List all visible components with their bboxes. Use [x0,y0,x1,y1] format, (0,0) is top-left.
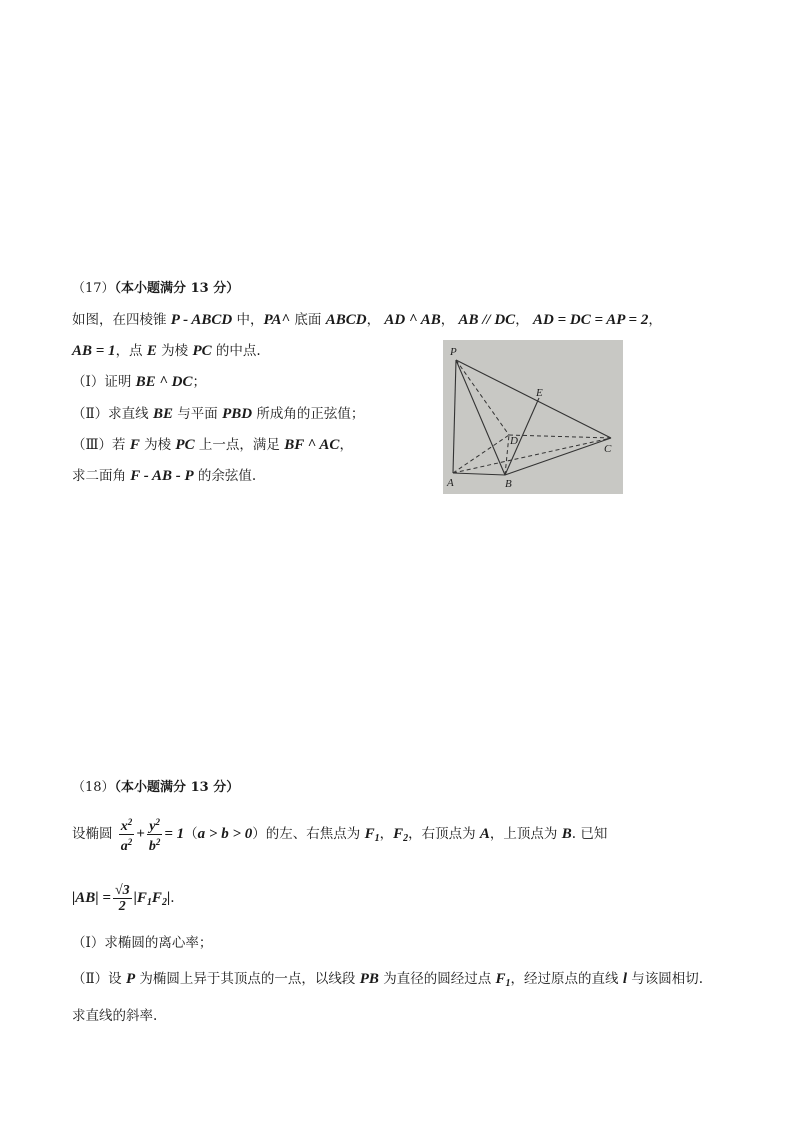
q17-math: ABCD [325,312,367,328]
q18-text: 设椭圆 [72,826,117,842]
q17-text: 的中点. [211,343,261,359]
q17-text: ， [366,312,385,328]
q18-text: 与该圆相切. [626,971,704,987]
q18-line2 [72,876,175,920]
q17-math: AB = 1 [72,343,116,359]
q18-text: （ [184,826,198,842]
subscript: 2 [403,833,409,844]
q17-text: 为棱 [139,437,176,453]
figure-background [443,340,623,494]
q18-part-label: （Ⅰ）求椭圆的离心率； [72,935,213,951]
q18-line1 [72,812,607,856]
q17-text: 求二面角 [72,468,131,484]
q17-text: 如图，在四棱锥 [72,312,171,328]
q18-number: （18） [72,780,115,795]
q18-text: . 已知 [571,826,608,842]
q18-math: PB [359,971,379,987]
fraction-x2-a2 [119,815,135,854]
q18-math: | [166,890,171,906]
subscript: 2 [161,897,167,908]
q18-header [72,778,239,798]
frac-numerator: y [149,819,156,834]
q17-text: 为棱 [156,343,193,359]
q17-text: 上一点，满足 [194,437,285,453]
label-a: A [447,477,454,489]
q17-part3 [72,435,353,455]
frac-denominator: b [148,839,156,854]
q18-math: F [151,890,162,906]
q18-math: F [364,826,375,842]
q17-number: （17） [72,281,115,296]
q17-math: AD ^ AB [384,312,441,328]
q18-text: ，右顶点为 [408,826,480,842]
q18-text: 求直线的斜率. [72,1008,158,1024]
q17-text: 中， [232,312,264,328]
q18-title: （本小题满分 13 分） [114,780,240,795]
q18-part2-cont [72,1006,157,1026]
q17-part-label: （Ⅰ）证明 [72,374,136,390]
q17-text: 的余弦值. [193,468,257,484]
q18-text: 为椭圆上异于其顶点的一点，以线段 [135,971,360,987]
q17-math: F [129,437,140,453]
q17-text: ， [648,312,662,328]
q17-math: E [146,343,157,359]
q18-text: ，经过原点的直线 [510,971,623,987]
q17-text: ， [515,312,533,328]
q17-header [72,279,239,299]
q17-math: PBD [222,406,253,422]
q18-part2 [72,969,703,994]
q17-line2 [72,341,261,361]
q17-math: PC [192,343,212,359]
q17-math: BE [152,406,173,422]
frac-numerator: x [120,819,128,834]
q17-text: ； [192,374,207,390]
q18-math: A [479,826,490,842]
q18-math: F [393,826,404,842]
subscript: 1 [505,978,511,989]
label-d: D [510,435,518,447]
q18-math: |AB| = [72,890,111,906]
q17-part3-cont [72,466,256,486]
subscript: 1 [146,897,152,908]
q17-text: 与平面 [172,406,223,422]
q17-math: PC [175,437,195,453]
q17-math: BF ^ AC [284,437,340,453]
q18-math: F [495,971,506,987]
q17-part-label: （Ⅱ）求直线 [72,406,153,422]
exponent: 2 [155,817,160,827]
frac-numerator: √3 [114,883,130,898]
fraction-y2-b2 [147,815,163,854]
q17-part-label: （Ⅲ）若 [72,437,130,453]
q17-math: AD = DC = AP = 2 [532,312,649,328]
q17-math: BE ^ DC [135,374,193,390]
label-b: B [505,478,512,490]
q18-text: . [170,890,175,906]
frac-denominator: a [120,839,128,854]
q18-math: B [561,826,572,842]
pyramid-figure [443,340,623,494]
q17-text: 底面 [290,312,326,328]
q17-text: 所成角的正弦值； [252,406,365,422]
label-c: C [604,443,612,455]
exponent: 2 [127,837,133,847]
label-p: P [450,346,457,358]
exponent: 2 [127,817,133,827]
q18-text: ， [379,826,394,842]
frac-denominator: 2 [118,899,126,914]
q18-part1 [72,933,212,953]
q18-text: ，上顶点为 [489,826,562,842]
q18-math: l [622,971,627,987]
q18-math: = 1 [164,826,185,842]
exponent: 2 [155,837,161,847]
q18-math: a > b > 0 [197,826,253,842]
q18-text: ）的左、右焦点为 [252,826,365,842]
q18-part-label: （Ⅱ）设 [72,971,126,987]
q17-title: （本小题满分 13 分） [114,281,240,296]
q17-part2 [72,404,364,424]
q17-text: ， [440,312,459,328]
subscript: 1 [374,833,380,844]
q17-math: P - ABCD [170,312,233,328]
q17-text: ， [339,437,353,453]
q18-text: 为直径的圆经过点 [378,971,496,987]
q17-text: ，点 [115,343,147,359]
q17-part1 [72,372,206,392]
plus-sign: + [136,826,145,842]
q17-line1 [72,310,662,330]
q17-math: AB // DC [458,312,516,328]
q18-math: P [125,971,136,987]
fraction-sqrt3-2 [113,883,132,914]
q17-math: F - AB - P [130,468,194,484]
q17-math: PA^ [263,312,291,328]
q18-math: |F [133,890,147,906]
label-e: E [536,387,543,399]
